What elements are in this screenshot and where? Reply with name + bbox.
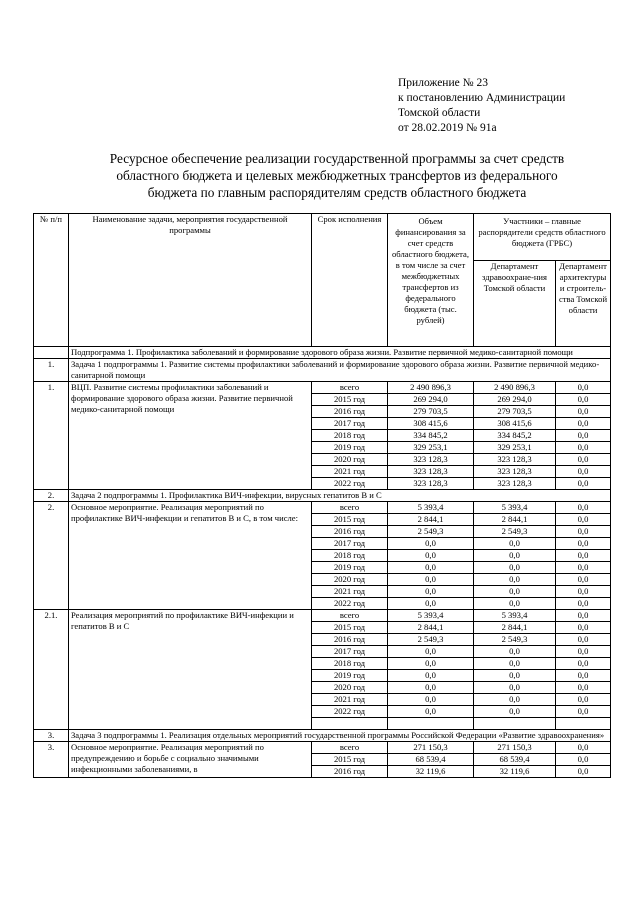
arch-cell: 0,0 (556, 562, 611, 574)
term-cell: 2015 год (312, 394, 388, 406)
volume-cell: 0,0 (388, 682, 474, 694)
health-cell: 0,0 (474, 538, 556, 550)
task-row (34, 730, 611, 742)
header-num: № п/п (34, 214, 69, 347)
volume-cell: 329 253,1 (388, 442, 474, 454)
term-cell: 2022 год (312, 598, 388, 610)
term-cell: 2021 год (312, 586, 388, 598)
arch-cell: 0,0 (556, 442, 611, 454)
health-cell: 2 490 896,3 (474, 382, 556, 394)
health-cell: 323 128,3 (474, 454, 556, 466)
arch-cell: 0,0 (556, 538, 611, 550)
arch-cell: 0,0 (556, 706, 611, 718)
volume-cell: 0,0 (388, 646, 474, 658)
term-cell: всего (312, 502, 388, 514)
arch-cell: 0,0 (556, 526, 611, 538)
header-grbs: Участники – главные распорядители средств областного бюджета (ГРБС) (474, 214, 611, 261)
term-cell: 2020 год (312, 574, 388, 586)
volume-cell: 0,0 (388, 538, 474, 550)
task-text: Задача 1 подпрограммы 1. Развитие системы профилактики заболеваний и формирование здорового образа жизни. Развитие первичной медико-санитарной помощи (69, 359, 611, 382)
task-num: 1. (34, 359, 69, 382)
arch-cell: 0,0 (556, 742, 611, 754)
health-cell: 0,0 (474, 706, 556, 718)
term-cell: 2019 год (312, 670, 388, 682)
appendix-line-3: Томской области (398, 107, 481, 119)
term-cell: 2020 год (312, 454, 388, 466)
appendix-block (398, 76, 565, 136)
health-cell: 308 415,6 (474, 418, 556, 430)
arch-cell: 0,0 (556, 454, 611, 466)
arch-cell: 0,0 (556, 754, 611, 766)
term-cell: всего (312, 742, 388, 754)
health-cell: 323 128,3 (474, 478, 556, 490)
arch-cell: 0,0 (556, 478, 611, 490)
appendix-line-4: от 28.02.2019 № 91а (398, 122, 497, 134)
data-row (34, 382, 611, 394)
volume-cell: 334 845,2 (388, 430, 474, 442)
arch-cell: 0,0 (556, 610, 611, 622)
volume-cell: 0,0 (388, 562, 474, 574)
arch-cell: 0,0 (556, 430, 611, 442)
arch-cell: 0,0 (556, 394, 611, 406)
header-row (34, 214, 611, 261)
arch-cell: 0,0 (556, 682, 611, 694)
health-cell: 5 393,4 (474, 610, 556, 622)
task-text: Задача 2 подпрограммы 1. Профилактика ВИЧ-инфекции, вирусных гепатитов В и С (69, 490, 611, 502)
health-cell: 32 119,6 (474, 766, 556, 778)
health-cell: 2 549,3 (474, 634, 556, 646)
health-cell: 0,0 (474, 670, 556, 682)
data-row (34, 610, 611, 622)
volume-cell: 68 539,4 (388, 754, 474, 766)
health-cell: 271 150,3 (474, 742, 556, 754)
volume-cell: 2 844,1 (388, 622, 474, 634)
health-cell: 2 844,1 (474, 622, 556, 634)
appendix-line-2: к постановлению Администрации (398, 92, 566, 104)
document-title (92, 150, 582, 201)
health-cell: 279 703,5 (474, 406, 556, 418)
arch-cell: 0,0 (556, 406, 611, 418)
arch-cell: 0,0 (556, 586, 611, 598)
header-dept-arch: Департамент архитектуры и строитель-ства Томской области (556, 261, 611, 347)
health-cell: 0,0 (474, 562, 556, 574)
term-cell: 2015 год (312, 622, 388, 634)
task-num: 2. (34, 490, 69, 502)
item-num: 2. (34, 502, 69, 610)
empty-cell (474, 718, 556, 730)
volume-cell: 0,0 (388, 574, 474, 586)
health-cell: 0,0 (474, 682, 556, 694)
data-row (34, 742, 611, 754)
health-cell: 2 549,3 (474, 526, 556, 538)
arch-cell: 0,0 (556, 466, 611, 478)
volume-cell: 269 294,0 (388, 394, 474, 406)
volume-cell: 271 150,3 (388, 742, 474, 754)
task-num: 3. (34, 730, 69, 742)
term-cell: 2016 год (312, 634, 388, 646)
volume-cell: 0,0 (388, 694, 474, 706)
health-cell: 0,0 (474, 646, 556, 658)
volume-cell: 279 703,5 (388, 406, 474, 418)
health-cell: 0,0 (474, 574, 556, 586)
arch-cell: 0,0 (556, 502, 611, 514)
item-num: 2.1. (34, 610, 69, 730)
arch-cell: 0,0 (556, 766, 611, 778)
empty-cell (388, 718, 474, 730)
term-cell: 2018 год (312, 658, 388, 670)
subprogram-row (34, 347, 611, 359)
volume-cell: 0,0 (388, 670, 474, 682)
arch-cell: 0,0 (556, 622, 611, 634)
term-cell: 2017 год (312, 538, 388, 550)
volume-cell: 323 128,3 (388, 454, 474, 466)
header-volume: Объем финансирования за счет средств областного бюджета, в том числе за счет межбюджетных трансфертов из федерального бюджета (тыс. рублей) (388, 214, 474, 347)
health-cell: 0,0 (474, 598, 556, 610)
volume-cell: 323 128,3 (388, 478, 474, 490)
term-cell: 2019 год (312, 442, 388, 454)
volume-cell: 32 119,6 (388, 766, 474, 778)
volume-cell: 2 549,3 (388, 526, 474, 538)
term-cell: 2016 год (312, 406, 388, 418)
title-line-3: бюджета по главным распорядителям средств областного бюджета (147, 185, 527, 200)
header-dept-health: Департамент здравоохране-ния Томской области (474, 261, 556, 347)
term-cell: 2017 год (312, 418, 388, 430)
term-cell: 2019 год (312, 562, 388, 574)
arch-cell: 0,0 (556, 658, 611, 670)
task-row (34, 490, 611, 502)
health-cell: 5 393,4 (474, 502, 556, 514)
item-name: Основное мероприятие. Реализация мероприятий по предупреждению и борьбе с социально значимыми инфекционными заболеваниями, в (69, 742, 312, 778)
arch-cell: 0,0 (556, 634, 611, 646)
volume-cell: 5 393,4 (388, 610, 474, 622)
volume-cell: 0,0 (388, 586, 474, 598)
volume-cell: 0,0 (388, 706, 474, 718)
volume-cell: 0,0 (388, 598, 474, 610)
arch-cell: 0,0 (556, 574, 611, 586)
item-num: 3. (34, 742, 69, 778)
arch-cell: 0,0 (556, 550, 611, 562)
term-cell: 2022 год (312, 478, 388, 490)
health-cell: 0,0 (474, 550, 556, 562)
title-line-2: областного бюджета и целевых межбюджетных трансфертов из федерального (116, 168, 558, 183)
term-cell: 2018 год (312, 550, 388, 562)
volume-cell: 323 128,3 (388, 466, 474, 478)
arch-cell: 0,0 (556, 646, 611, 658)
term-cell: 2016 год (312, 766, 388, 778)
term-cell: всего (312, 610, 388, 622)
arch-cell: 0,0 (556, 382, 611, 394)
volume-cell: 5 393,4 (388, 502, 474, 514)
volume-cell: 2 844,1 (388, 514, 474, 526)
header-term: Срок исполнения (312, 214, 388, 347)
term-cell: 2015 год (312, 514, 388, 526)
arch-cell: 0,0 (556, 418, 611, 430)
item-name: Реализация мероприятий по профилактике ВИЧ-инфекции и гепатитов В и С (69, 610, 312, 730)
header-name: Наименование задачи, мероприятия государственной программы (69, 214, 312, 347)
term-cell: 2021 год (312, 466, 388, 478)
volume-cell: 308 415,6 (388, 418, 474, 430)
task-text: Задача 3 подпрограммы 1. Реализация отдельных мероприятий государственной программы Российской Федерации «Развитие здравоохранения» (69, 730, 611, 742)
health-cell: 0,0 (474, 658, 556, 670)
item-name: ВЦП. Развитие системы профилактики заболеваний и формирование здорового образа жизни. Развитие первичной медико-санитарной помощи (69, 382, 312, 490)
health-cell: 323 128,3 (474, 466, 556, 478)
volume-cell: 2 490 896,3 (388, 382, 474, 394)
arch-cell: 0,0 (556, 670, 611, 682)
health-cell: 2 844,1 (474, 514, 556, 526)
appendix-line-1: Приложение № 23 (398, 77, 488, 89)
health-cell: 269 294,0 (474, 394, 556, 406)
term-cell: 2017 год (312, 646, 388, 658)
term-cell: всего (312, 382, 388, 394)
title-line-1: Ресурсное обеспечение реализации государственной программы за счет средств (109, 151, 565, 166)
term-cell: 2016 год (312, 526, 388, 538)
empty-cell (556, 718, 611, 730)
term-cell: 2018 год (312, 430, 388, 442)
term-cell: 2020 год (312, 682, 388, 694)
health-cell: 0,0 (474, 694, 556, 706)
item-name: Основное мероприятие. Реализация мероприятий по профилактике ВИЧ-инфекции и гепатитов В и С, в том числе: (69, 502, 312, 610)
task-row (34, 359, 611, 382)
arch-cell: 0,0 (556, 694, 611, 706)
resource-table (33, 213, 611, 778)
volume-cell: 2 549,3 (388, 634, 474, 646)
health-cell: 329 253,1 (474, 442, 556, 454)
term-cell: 2015 год (312, 754, 388, 766)
term-cell: 2022 год (312, 706, 388, 718)
health-cell: 68 539,4 (474, 754, 556, 766)
health-cell: 0,0 (474, 586, 556, 598)
health-cell: 334 845,2 (474, 430, 556, 442)
term-cell: 2021 год (312, 694, 388, 706)
arch-cell: 0,0 (556, 514, 611, 526)
empty-cell (312, 718, 388, 730)
volume-cell: 0,0 (388, 658, 474, 670)
data-row (34, 502, 611, 514)
subprogram-text: Подпрограмма 1. Профилактика заболеваний и формирование здорового образа жизни. Развитие первичной медико-санитарной помощи (69, 347, 611, 359)
item-num: 1. (34, 382, 69, 490)
arch-cell: 0,0 (556, 598, 611, 610)
volume-cell: 0,0 (388, 550, 474, 562)
